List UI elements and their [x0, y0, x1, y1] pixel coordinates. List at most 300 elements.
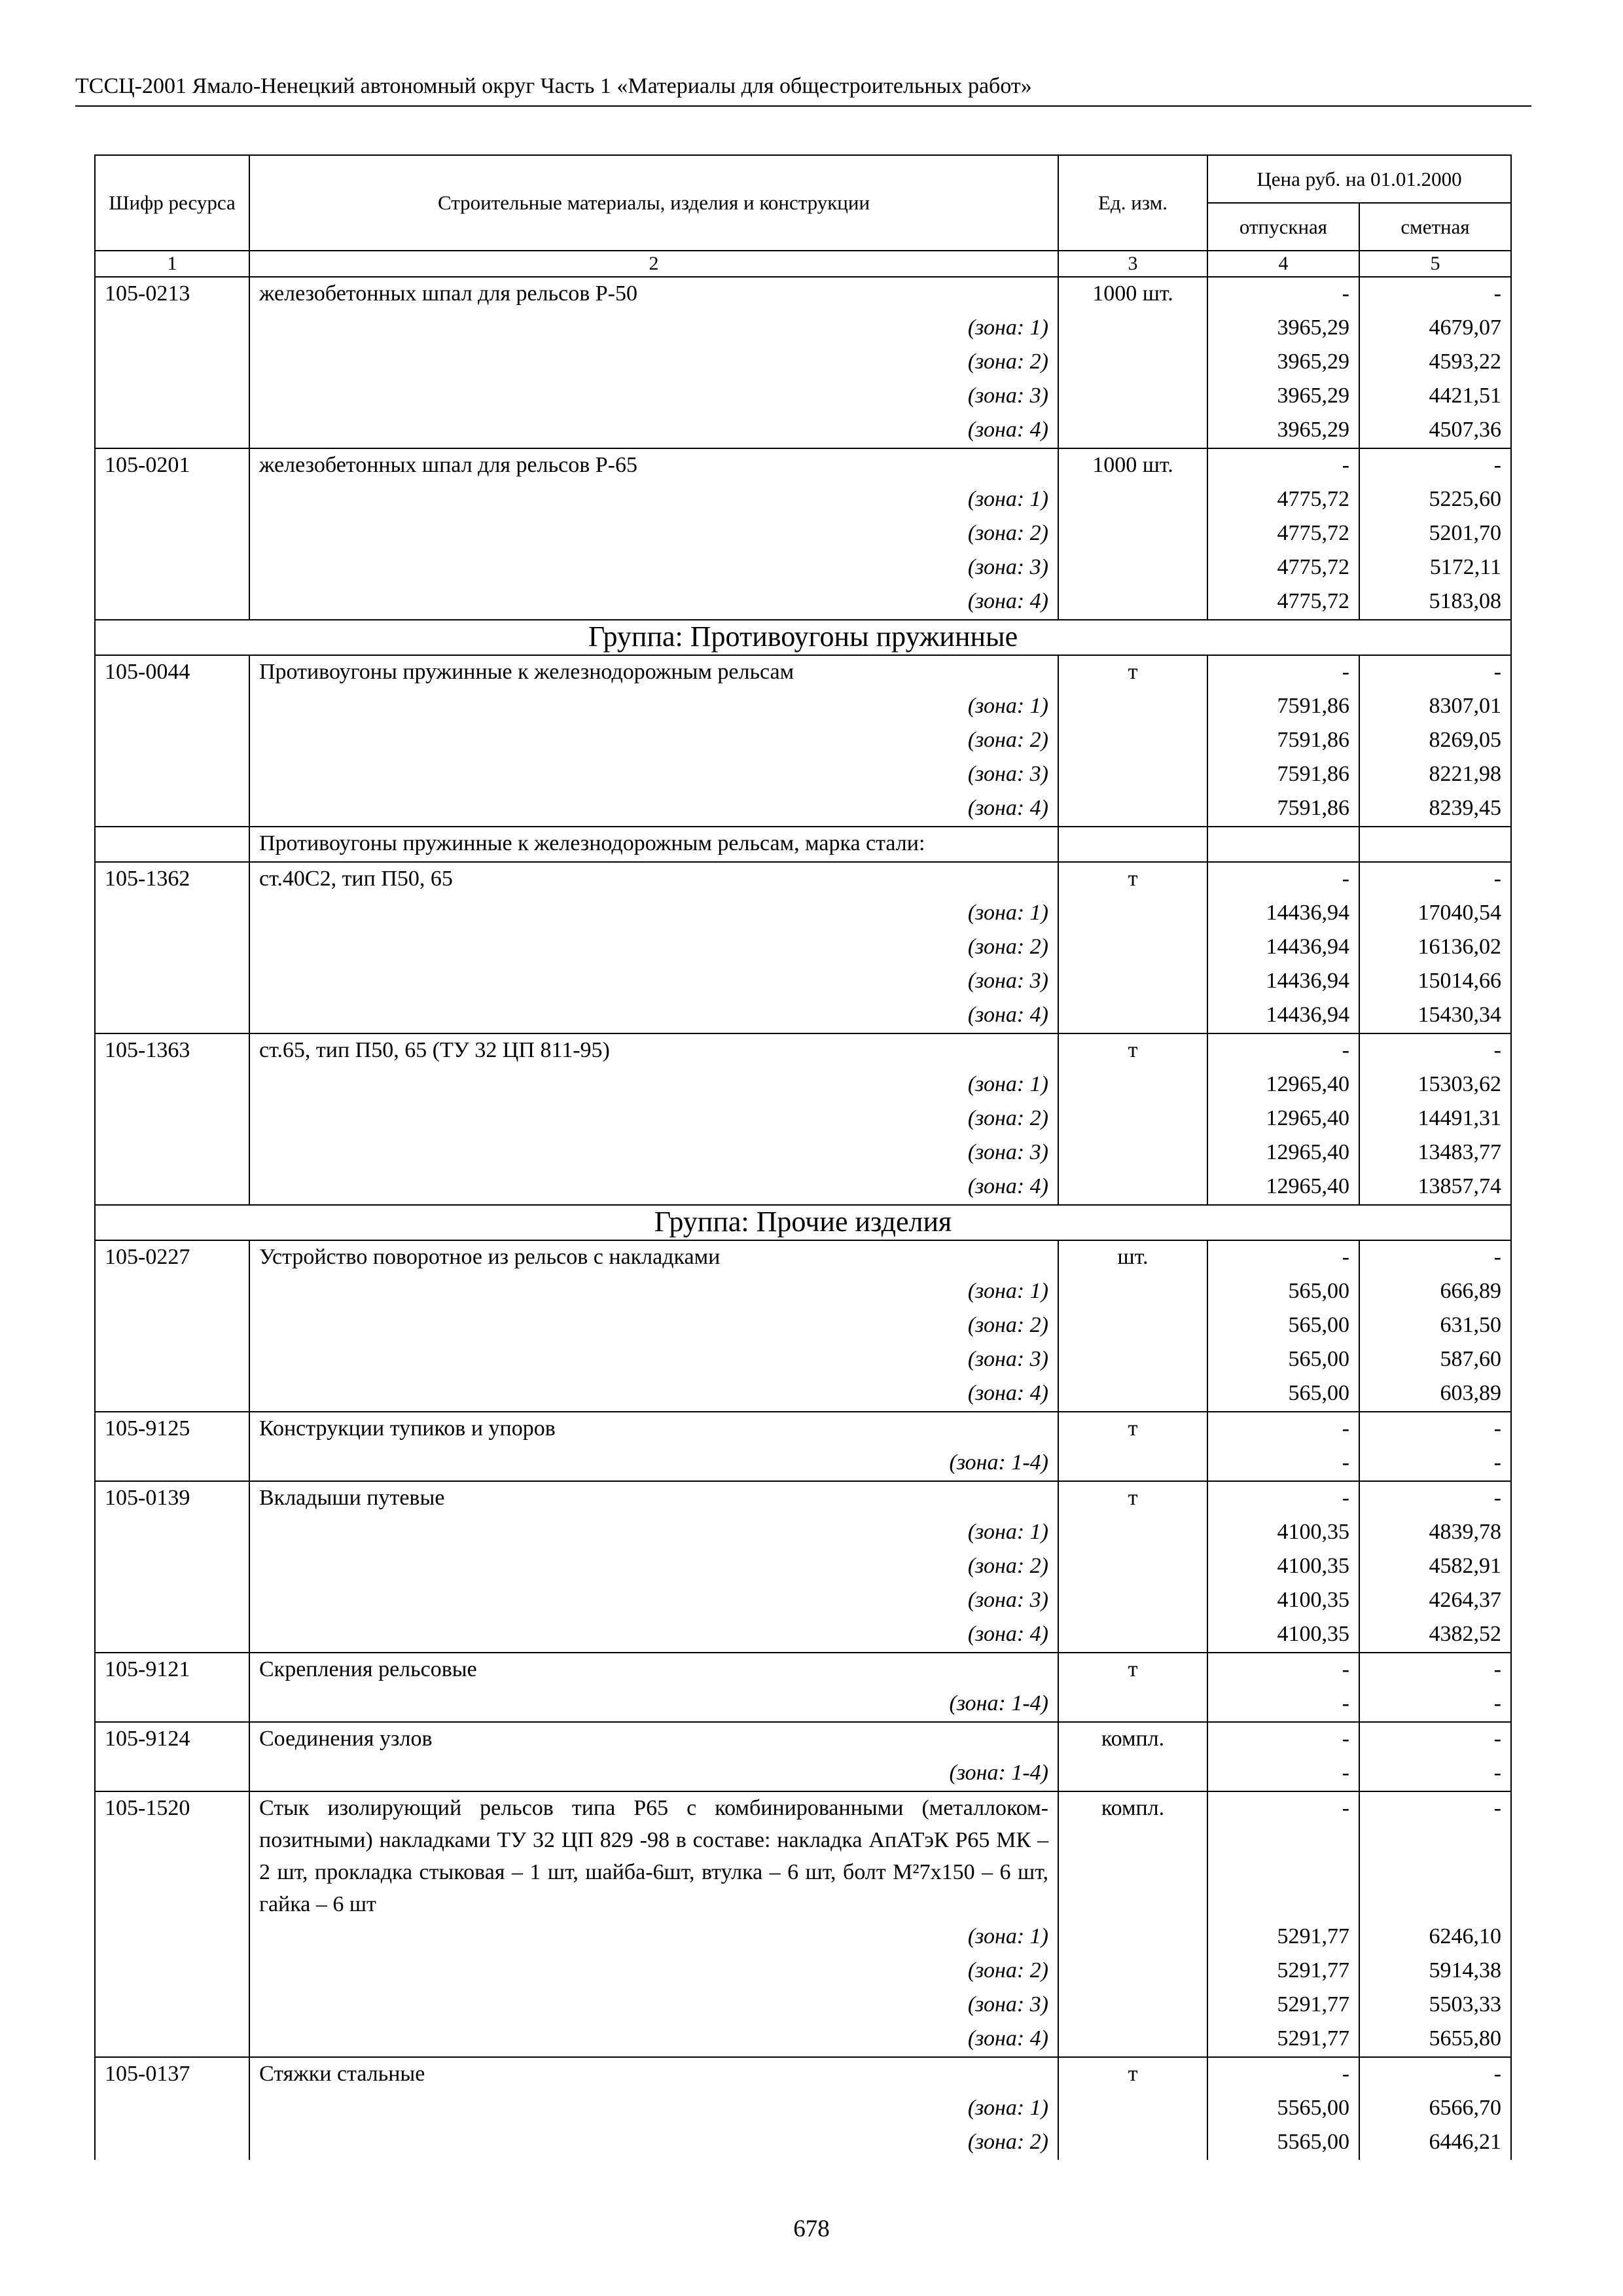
zone-label: (зона: 1-4): [249, 1687, 1058, 1722]
resource-code-cell: [95, 758, 249, 792]
release-price: -: [1207, 1446, 1359, 1481]
unit: шт.: [1058, 1240, 1207, 1275]
unit: 1000 шт.: [1058, 277, 1207, 312]
resource-code-cell: [95, 517, 249, 551]
group-heading: Группа: Противоугоны пружинные: [95, 620, 1511, 655]
estimate-price: 4679,07: [1359, 312, 1511, 346]
unit-cell: [1058, 1309, 1207, 1343]
resource-code-cell: [95, 1618, 249, 1653]
estimate-price: 4382,52: [1359, 1618, 1511, 1653]
release-price: 14436,94: [1207, 931, 1359, 965]
zone-row: [95, 2126, 1511, 2160]
estimate-price: 5503,33: [1359, 1988, 1511, 2022]
estimate-price: -: [1359, 1653, 1511, 1687]
estimate-price: 14491,31: [1359, 1102, 1511, 1136]
subheading-text: Противоугоны пружинные к железнодорожным рельсам, марка стали:: [249, 827, 1058, 862]
release-price: 4775,72: [1207, 585, 1359, 620]
zone-row: [95, 1446, 1511, 1481]
resource-code: 105-1520: [95, 1791, 249, 1920]
material-name: Стык изолирующий рельсов типа Р65 с комбинированными (металлоком-позитными) накладками ТУ 32 ЦП 829 -98 в составе: накладка АпАТэК Р65 МК – 2 шт, прокладка стыковая – 1 шт, шайба-6шт, втулка – 6 шт, болт М²7х150 – 6 шт, гайка – 6 шт: [249, 1791, 1058, 1920]
zone-row: [95, 792, 1511, 827]
resource-code-cell: [95, 1170, 249, 1205]
unit-cell: [1058, 1584, 1207, 1618]
unit-cell: [1058, 827, 1207, 862]
column-header-price-group: Цена руб. на 01.01.2000: [1207, 155, 1511, 203]
zone-row: [95, 380, 1511, 414]
zone-label: (зона: 4): [249, 414, 1058, 448]
zone-row: [95, 1687, 1511, 1722]
resource-code-cell: [95, 1920, 249, 1954]
material-name: железобетонных шпал для рельсов Р-65: [249, 448, 1058, 483]
zone-row: [95, 690, 1511, 724]
zone-label: (зона: 2): [249, 2126, 1058, 2160]
estimate-price: 603,89: [1359, 1377, 1511, 1412]
zone-label: (зона: 2): [249, 1550, 1058, 1584]
release-price: 7591,86: [1207, 758, 1359, 792]
zone-label: (зона: 3): [249, 1136, 1058, 1170]
resource-code-cell: [95, 1136, 249, 1170]
estimate-price: 4839,78: [1359, 1516, 1511, 1550]
zone-label: (зона: 3): [249, 965, 1058, 999]
zone-row: [95, 312, 1511, 346]
resource-code: 105-9124: [95, 1722, 249, 1757]
resource-code-cell: [95, 483, 249, 517]
zone-row: [95, 1988, 1511, 2022]
resource-code: 105-0139: [95, 1481, 249, 1516]
material-name: Скрепления рельсовые: [249, 1653, 1058, 1687]
estimate-price: 5225,60: [1359, 483, 1511, 517]
resource-code-cell: [95, 1446, 249, 1481]
release-price: -: [1207, 1687, 1359, 1722]
table-row: [95, 1033, 1511, 1068]
zone-row: [95, 965, 1511, 999]
release-price: 12965,40: [1207, 1170, 1359, 1205]
estimate-price-cell: [1359, 827, 1511, 862]
unit-cell: [1058, 1170, 1207, 1205]
unit-cell: [1058, 690, 1207, 724]
release-price: 3965,29: [1207, 414, 1359, 448]
zone-label: (зона: 1): [249, 1275, 1058, 1309]
unit: т: [1058, 2057, 1207, 2092]
zone-label: (зона: 4): [249, 1377, 1058, 1412]
estimate-price: 5183,08: [1359, 585, 1511, 620]
release-price: 565,00: [1207, 1343, 1359, 1377]
unit: т: [1058, 862, 1207, 897]
estimate-price: 8239,45: [1359, 792, 1511, 827]
zone-label: (зона: 1): [249, 1068, 1058, 1102]
zone-row: [95, 1343, 1511, 1377]
release-price: 5291,77: [1207, 1988, 1359, 2022]
zone-row: [95, 999, 1511, 1033]
resource-code-cell: [95, 2092, 249, 2126]
resource-code-cell: [95, 1309, 249, 1343]
zone-label: (зона: 1-4): [249, 1757, 1058, 1791]
unit-cell: [1058, 1954, 1207, 1988]
unit-cell: [1058, 1068, 1207, 1102]
release-price: 4100,35: [1207, 1516, 1359, 1550]
estimate-price: 5201,70: [1359, 517, 1511, 551]
unit-cell: [1058, 585, 1207, 620]
unit-cell: [1058, 1920, 1207, 1954]
release-price: 5291,77: [1207, 1954, 1359, 1988]
release-price: 12965,40: [1207, 1136, 1359, 1170]
resource-code: 105-0137: [95, 2057, 249, 2092]
resource-code-cell: [95, 792, 249, 827]
zone-label: (зона: 3): [249, 758, 1058, 792]
table-row: [95, 2057, 1511, 2092]
header-rule: [75, 105, 1531, 107]
unit-cell: [1058, 1102, 1207, 1136]
estimate-price: 666,89: [1359, 1275, 1511, 1309]
unit-cell: [1058, 1377, 1207, 1412]
zone-row: [95, 897, 1511, 931]
column-header-estimate-price: сметная: [1359, 203, 1511, 251]
estimate-price: -: [1359, 862, 1511, 897]
release-price: -: [1207, 1412, 1359, 1446]
estimate-price: 15303,62: [1359, 1068, 1511, 1102]
estimate-price: 13857,74: [1359, 1170, 1511, 1205]
unit-cell: [1058, 758, 1207, 792]
release-price: 3965,29: [1207, 380, 1359, 414]
zone-row: [95, 483, 1511, 517]
resource-code-cell: [95, 1757, 249, 1791]
resource-code: 105-9125: [95, 1412, 249, 1446]
zone-label: (зона: 1): [249, 2092, 1058, 2126]
zone-row: [95, 1102, 1511, 1136]
unit-cell: [1058, 724, 1207, 758]
release-price: -: [1207, 1033, 1359, 1068]
release-price: -: [1207, 655, 1359, 690]
zone-row: [95, 1618, 1511, 1653]
page-header-title: ТССЦ-2001 Ямало-Ненецкий автономный округ Часть 1 «Материалы для общестроительных работ»: [75, 74, 1032, 98]
resource-code-cell: [95, 551, 249, 585]
resource-code-cell: [95, 585, 249, 620]
unit-cell: [1058, 897, 1207, 931]
zone-label: (зона: 2): [249, 346, 1058, 380]
unit-cell: [1058, 1136, 1207, 1170]
resource-code-cell: [95, 1550, 249, 1584]
zone-label: (зона: 2): [249, 931, 1058, 965]
column-number: 5: [1359, 251, 1511, 277]
release-price: 4100,35: [1207, 1584, 1359, 1618]
estimate-price: 4507,36: [1359, 414, 1511, 448]
estimate-price: 15014,66: [1359, 965, 1511, 999]
table-row: [95, 1791, 1511, 1920]
zone-label: (зона: 2): [249, 1954, 1058, 1988]
zone-row: [95, 1275, 1511, 1309]
unit: т: [1058, 1412, 1207, 1446]
estimate-price: -: [1359, 1412, 1511, 1446]
resource-code: 105-1362: [95, 862, 249, 897]
zone-label: (зона: 4): [249, 792, 1058, 827]
estimate-price: -: [1359, 1240, 1511, 1275]
unit: т: [1058, 1481, 1207, 1516]
resource-code-cell: [95, 1102, 249, 1136]
zone-row: [95, 1516, 1511, 1550]
release-price: -: [1207, 1240, 1359, 1275]
estimate-price: 6566,70: [1359, 2092, 1511, 2126]
unit-cell: [1058, 380, 1207, 414]
unit-cell: [1058, 312, 1207, 346]
zone-row: [95, 1920, 1511, 1954]
column-number: 1: [95, 251, 249, 277]
zone-label: (зона: 1-4): [249, 1446, 1058, 1481]
unit-cell: [1058, 483, 1207, 517]
zone-label: (зона: 4): [249, 999, 1058, 1033]
zone-row: [95, 346, 1511, 380]
resource-code-cell: [95, 827, 249, 862]
unit-cell: [1058, 1516, 1207, 1550]
estimate-price: 4264,37: [1359, 1584, 1511, 1618]
estimate-price: 4582,91: [1359, 1550, 1511, 1584]
estimate-price: 8307,01: [1359, 690, 1511, 724]
material-name: железобетонных шпал для рельсов Р-50: [249, 277, 1058, 312]
estimate-price: 15430,34: [1359, 999, 1511, 1033]
table-row: [95, 277, 1511, 312]
release-price: 3965,29: [1207, 312, 1359, 346]
unit: т: [1058, 1653, 1207, 1687]
zone-label: (зона: 4): [249, 2022, 1058, 2057]
column-header-code: Шифр ресурса: [95, 155, 249, 251]
resource-code-cell: [95, 380, 249, 414]
estimate-price: -: [1359, 1722, 1511, 1757]
zone-label: (зона: 1): [249, 483, 1058, 517]
estimate-price: -: [1359, 655, 1511, 690]
release-price: 4100,35: [1207, 1550, 1359, 1584]
release-price: 5291,77: [1207, 1920, 1359, 1954]
zone-label: (зона: 2): [249, 724, 1058, 758]
release-price: 5565,00: [1207, 2092, 1359, 2126]
zone-label: (зона: 1): [249, 312, 1058, 346]
release-price: 565,00: [1207, 1309, 1359, 1343]
resource-code-cell: [95, 346, 249, 380]
zone-row: [95, 931, 1511, 965]
estimate-price: -: [1359, 277, 1511, 312]
zone-row: [95, 1757, 1511, 1791]
unit-cell: [1058, 1757, 1207, 1791]
unit-cell: [1058, 1275, 1207, 1309]
zone-label: (зона: 3): [249, 1343, 1058, 1377]
page-number: 678: [793, 2215, 830, 2242]
unit-cell: [1058, 1550, 1207, 1584]
release-price: 4775,72: [1207, 483, 1359, 517]
zone-label: (зона: 3): [249, 1988, 1058, 2022]
release-price: -: [1207, 1757, 1359, 1791]
release-price: 12965,40: [1207, 1068, 1359, 1102]
subheading-row: [95, 827, 1511, 862]
zone-label: (зона: 1): [249, 690, 1058, 724]
resource-code: 105-0227: [95, 1240, 249, 1275]
column-number: 2: [249, 251, 1058, 277]
material-name: Стяжки стальные: [249, 2057, 1058, 2092]
column-header-name: Строительные материалы, изделия и конструкции: [249, 155, 1058, 251]
estimate-price: -: [1359, 1757, 1511, 1791]
zone-label: (зона: 1): [249, 1516, 1058, 1550]
resource-code-cell: [95, 999, 249, 1033]
resource-code-cell: [95, 1954, 249, 1988]
resource-code-cell: [95, 897, 249, 931]
estimate-price: -: [1359, 1791, 1511, 1920]
material-name: Устройство поворотное из рельсов с накладками: [249, 1240, 1058, 1275]
release-price: 12965,40: [1207, 1102, 1359, 1136]
estimate-price: 6446,21: [1359, 2126, 1511, 2160]
zone-row: [95, 1377, 1511, 1412]
zone-row: [95, 1170, 1511, 1205]
material-name: Противоугоны пружинные к железнодорожным рельсам: [249, 655, 1058, 690]
release-price: 14436,94: [1207, 999, 1359, 1033]
table-row: [95, 1412, 1511, 1446]
estimate-price: 16136,02: [1359, 931, 1511, 965]
table-body: [95, 277, 1511, 2160]
release-price: -: [1207, 1481, 1359, 1516]
unit: 1000 шт.: [1058, 448, 1207, 483]
material-name: Вкладыши путевые: [249, 1481, 1058, 1516]
resource-code-cell: [95, 724, 249, 758]
zone-label: (зона: 3): [249, 380, 1058, 414]
resource-code-cell: [95, 690, 249, 724]
zone-row: [95, 758, 1511, 792]
release-price: 565,00: [1207, 1275, 1359, 1309]
resource-code: 105-0044: [95, 655, 249, 690]
material-name: ст.40С2, тип П50, 65: [249, 862, 1058, 897]
zone-label: (зона: 2): [249, 1102, 1058, 1136]
material-name: Соединения узлов: [249, 1722, 1058, 1757]
column-header-unit: Ед. изм.: [1058, 155, 1207, 251]
table-header: [95, 155, 1511, 277]
resource-code-cell: [95, 2022, 249, 2057]
release-price: 4775,72: [1207, 551, 1359, 585]
unit-cell: [1058, 1618, 1207, 1653]
estimate-price: -: [1359, 1481, 1511, 1516]
estimate-price: 4421,51: [1359, 380, 1511, 414]
column-number: 4: [1207, 251, 1359, 277]
group-heading-row: [95, 1205, 1511, 1240]
estimate-price: 587,60: [1359, 1343, 1511, 1377]
estimate-price: 631,50: [1359, 1309, 1511, 1343]
estimate-price: 5655,80: [1359, 2022, 1511, 2057]
release-price: -: [1207, 1722, 1359, 1757]
release-price: -: [1207, 277, 1359, 312]
estimate-price: 8221,98: [1359, 758, 1511, 792]
zone-row: [95, 551, 1511, 585]
release-price: 14436,94: [1207, 897, 1359, 931]
resource-code-cell: [95, 1988, 249, 2022]
resource-code-cell: [95, 1377, 249, 1412]
group-heading: Группа: Прочие изделия: [95, 1205, 1511, 1240]
estimate-price: -: [1359, 1446, 1511, 1481]
resource-code-cell: [95, 414, 249, 448]
resource-code-cell: [95, 1275, 249, 1309]
release-price: 5565,00: [1207, 2126, 1359, 2160]
estimate-price: 4593,22: [1359, 346, 1511, 380]
table-row: [95, 448, 1511, 483]
zone-label: (зона: 2): [249, 517, 1058, 551]
unit-cell: [1058, 999, 1207, 1033]
zone-row: [95, 1954, 1511, 1988]
estimate-price: 17040,54: [1359, 897, 1511, 931]
zone-row: [95, 1309, 1511, 1343]
release-price: -: [1207, 1791, 1359, 1920]
resource-code-cell: [95, 1516, 249, 1550]
unit: т: [1058, 655, 1207, 690]
unit: компл.: [1058, 1722, 1207, 1757]
zone-label: (зона: 3): [249, 551, 1058, 585]
table-row: [95, 1653, 1511, 1687]
zone-row: [95, 414, 1511, 448]
resource-code-cell: [95, 1584, 249, 1618]
group-heading-row: [95, 620, 1511, 655]
estimate-price: 13483,77: [1359, 1136, 1511, 1170]
unit-cell: [1058, 965, 1207, 999]
unit-cell: [1058, 1687, 1207, 1722]
zone-label: (зона: 3): [249, 1584, 1058, 1618]
price-table: [94, 154, 1512, 2160]
material-name: ст.65, тип П50, 65 (ТУ 32 ЦП 811-95): [249, 1033, 1058, 1068]
estimate-price: -: [1359, 448, 1511, 483]
table-row: [95, 1481, 1511, 1516]
release-price: -: [1207, 448, 1359, 483]
zone-label: (зона: 4): [249, 1170, 1058, 1205]
column-number: 3: [1058, 251, 1207, 277]
unit: т: [1058, 1033, 1207, 1068]
unit-cell: [1058, 1446, 1207, 1481]
estimate-price: -: [1359, 1687, 1511, 1722]
estimate-price: 6246,10: [1359, 1920, 1511, 1954]
estimate-price: 5172,11: [1359, 551, 1511, 585]
release-price: 4100,35: [1207, 1618, 1359, 1653]
unit-cell: [1058, 2092, 1207, 2126]
resource-code: 105-9121: [95, 1653, 249, 1687]
zone-row: [95, 585, 1511, 620]
estimate-price: -: [1359, 2057, 1511, 2092]
release-price: -: [1207, 2057, 1359, 2092]
release-price: -: [1207, 862, 1359, 897]
unit-cell: [1058, 792, 1207, 827]
release-price: 7591,86: [1207, 690, 1359, 724]
resource-code: 105-0213: [95, 277, 249, 312]
resource-code-cell: [95, 312, 249, 346]
zone-row: [95, 2092, 1511, 2126]
release-price: 5291,77: [1207, 2022, 1359, 2057]
release-price: 14436,94: [1207, 965, 1359, 999]
table-row: [95, 655, 1511, 690]
material-name: Конструкции тупиков и упоров: [249, 1412, 1058, 1446]
resource-code-cell: [95, 931, 249, 965]
column-header-release-price: отпускная: [1207, 203, 1359, 251]
resource-code: 105-0201: [95, 448, 249, 483]
unit: компл.: [1058, 1791, 1207, 1920]
table-row: [95, 862, 1511, 897]
estimate-price: -: [1359, 1033, 1511, 1068]
release-price: 3965,29: [1207, 346, 1359, 380]
zone-row: [95, 1136, 1511, 1170]
unit-cell: [1058, 2022, 1207, 2057]
release-price: 7591,86: [1207, 792, 1359, 827]
release-price-cell: [1207, 827, 1359, 862]
resource-code-cell: [95, 2126, 249, 2160]
zone-label: (зона: 2): [249, 1309, 1058, 1343]
unit-cell: [1058, 414, 1207, 448]
unit-cell: [1058, 1988, 1207, 2022]
release-price: 565,00: [1207, 1377, 1359, 1412]
zone-row: [95, 2022, 1511, 2057]
release-price: -: [1207, 1653, 1359, 1687]
resource-code-cell: [95, 1687, 249, 1722]
table-row: [95, 1240, 1511, 1275]
zone-row: [95, 724, 1511, 758]
estimate-price: 8269,05: [1359, 724, 1511, 758]
unit-cell: [1058, 551, 1207, 585]
